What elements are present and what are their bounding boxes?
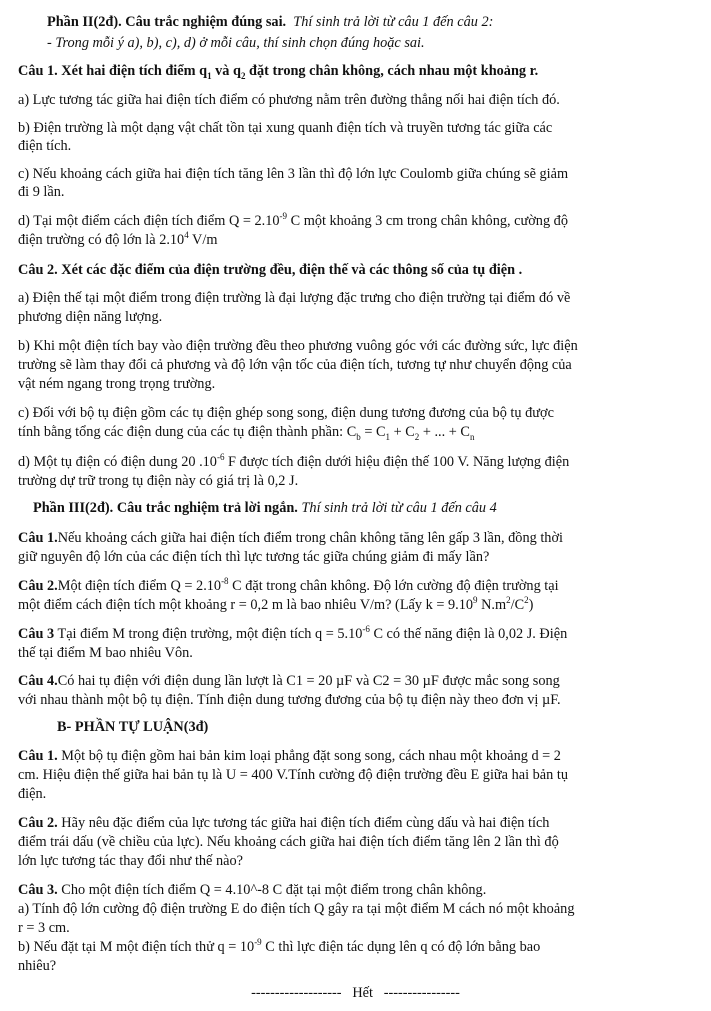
partB-q3-a-line1: a) Tính độ lớn cường độ điện trường E do điện tích Q gây ra tại một điểm M cách nó một khoảng (18, 901, 575, 917)
part2-q1-c-line1: c) Nếu khoảng cách giữa hai điện tích tăng lên 3 lần thì độ lớn lực Coulomb giữa chúng sẽ giảm (18, 166, 569, 182)
part3-q2-line1: Câu 2.Một điện tích điểm $Q = 2.10^{-8}$ C đặt trong chân không. Độ lớn cường độ điện trường tại (18, 576, 559, 594)
part2-q2-d-line1: d) Một tụ điện có điện dung 20 $.10^{-6}$ F được tích điện dưới hiệu điện thế 100 V. Năng lượng điện (18, 452, 570, 470)
part2-q1-b-line1: b) Điện trường là một dạng vật chất tồn tại xung quanh điện tích và truyền tương tác giữa các (18, 120, 553, 136)
partB-q3-b-line1: b) Nếu đặt tại M một điện tích thử $q = 10^{-9}$ C thì lực điện tác dụng lên q có độ lớn bằng bao (18, 937, 541, 955)
part3-q1-line2: giữ nguyên độ lớn của các điện tích thì lực tương tác giữa chúng giảm đi mấy lần? (18, 549, 490, 565)
part3-q1-line1: Câu 1.Nếu khoảng cách giữa hai điện tích điểm trong chân không tăng lên gấp 3 lần, đồng thời (18, 530, 563, 546)
part2-q1-title: Câu 1. Xét hai điện tích điểm $q_1$ và $q_2$ đặt trong chân không, cách nhau một khoảng r. (18, 63, 539, 81)
part2-q1-a: a) Lực tương tác giữa hai điện tích điểm có phương nằm trên đường thẳng nối hai điện tích đó. (18, 92, 560, 108)
partB-q2-line2: điểm trái dấu (về chiều của lực). Nếu khoảng cách giữa hai điện tích điểm tăng lên 2 lần thì độ (18, 834, 559, 850)
part3-q4-line2: với nhau thành một bộ tụ điện. Tính điện dung tương đương của bộ tụ điện này theo đơn vị µF. (18, 692, 561, 708)
part2-q2-b-line3: vật ném ngang trong trọng trường. (18, 376, 216, 392)
part2-heading: Phần II(2đ). Câu trắc nghiệm đúng sai. Thí sinh trả lời từ câu 1 đến câu 2: (47, 14, 494, 30)
part2-q2-d-line2: trường dự trữ trong tụ điện này có giá trị là 0,2 J. (18, 473, 299, 489)
partB-q3-b-line2: nhiêu? (18, 958, 57, 974)
partB-q3-a-line2: r = 3 cm. (18, 920, 70, 936)
part2-q1-d-line2: điện trường có độ lớn là 2.10$^4$ V/m (18, 230, 218, 248)
partB-heading: B- PHẦN TỰ LUẬN(3đ) (57, 719, 209, 735)
part2-q2-b-line2: trường sẽ làm thay đổi cả phương và độ lớn vận tốc của điện tích, tương tự như chuyển động của (18, 357, 572, 373)
part3-q4-line1: Câu 4.Có hai tụ điện với điện dung lần lượt là C1 = 20 µF và C2 = 30 µF được mắc song song (18, 673, 560, 689)
end-marker: ------------------- Hết ---------------- (251, 985, 460, 1001)
part2-q2-a-line2: phương diện năng lượng. (18, 309, 163, 325)
partB-q1-line2: cm. Hiệu điện thế giữa hai bản tụ là U = 400 V.Tính cường độ điện trường đều E giữa hai bản tụ (18, 767, 568, 783)
part2-q1-d-line1: d) Tại một điểm cách điện tích điểm $Q = 2.10^{-9}$ C một khoảng 3 cm trong chân không, cường độ (18, 211, 568, 229)
partB-q3-line1: Câu 3. Cho một điện tích điểm Q = 4.10^-8 C đặt tại một điểm trong chân không. (18, 882, 487, 898)
part3-heading: Phần III(2đ). Câu trắc nghiệm trả lời ngắn. Thí sinh trả lời từ câu 1 đến câu 4 (33, 500, 497, 516)
partB-q1-line1: Câu 1. Một bộ tụ điện gồm hai bản kim loại phẳng đặt song song, cách nhau một khoảng d = 2 (18, 748, 561, 764)
part2-q1-b-line2: điện tích. (18, 138, 72, 154)
part2-sub-instruction: - Trong mỗi ý a), b), c), d) ở mỗi câu, thí sinh chọn đúng hoặc sai. (47, 35, 425, 51)
partB-q2-line1: Câu 2. Hãy nêu đặc điểm của lực tương tác giữa hai điện tích điểm cùng dấu và hai điện tích (18, 815, 550, 831)
part2-q2-title: Câu 2. Xét các đặc điểm của điện trường đều, điện thế và các thông số của tụ điện . (18, 262, 523, 278)
partB-q1-line3: điện. (18, 786, 47, 802)
partB-q2-line3: lớn lực tương tác thay đổi như thế nào? (18, 853, 243, 869)
part2-q2-c-line1: c) Đối với bộ tụ điện gồm các tụ điện ghép song song, điện dung tương đương của bộ tụ được (18, 405, 554, 421)
part3-q2-line2: một điểm cách điện tích một khoảng r = 0,2 m là bao nhiêu V/m? (Lấy $k = 9.10^9$ $N.m^2/C^2$) (18, 595, 534, 613)
part3-q3-line1: Câu 3 Tại điểm M trong điện trường, một điện tích $q = 5.10^{-6}$ C có thế năng điện là 0,02 J. Điện (18, 624, 568, 642)
part3-q3-line2: thế tại điểm M bao nhiêu Vôn. (18, 645, 193, 661)
part2-instruction: Thí sinh trả lời từ câu 1 đến câu 2: (293, 14, 494, 30)
part2-q1-c-line2: đi 9 lần. (18, 184, 65, 200)
part2-q2-a-line1: a) Điện thế tại một điểm trong điện trường là đại lượng đặc trưng cho điện trường tại điểm đó về (18, 290, 571, 306)
part3-instruction: Thí sinh trả lời từ câu 1 đến câu 4 (301, 500, 497, 516)
part2-q2-b-line1: b) Khi một điện tích bay vào điện trường đều theo phương vuông góc với các đường sức, lực điện (18, 338, 578, 354)
part2-q2-c-line2: tính bằng tổng các điện dung của các tụ điện thành phần: $C_b = C_1 + C_2$ + ... + $C_n$ (18, 424, 475, 442)
